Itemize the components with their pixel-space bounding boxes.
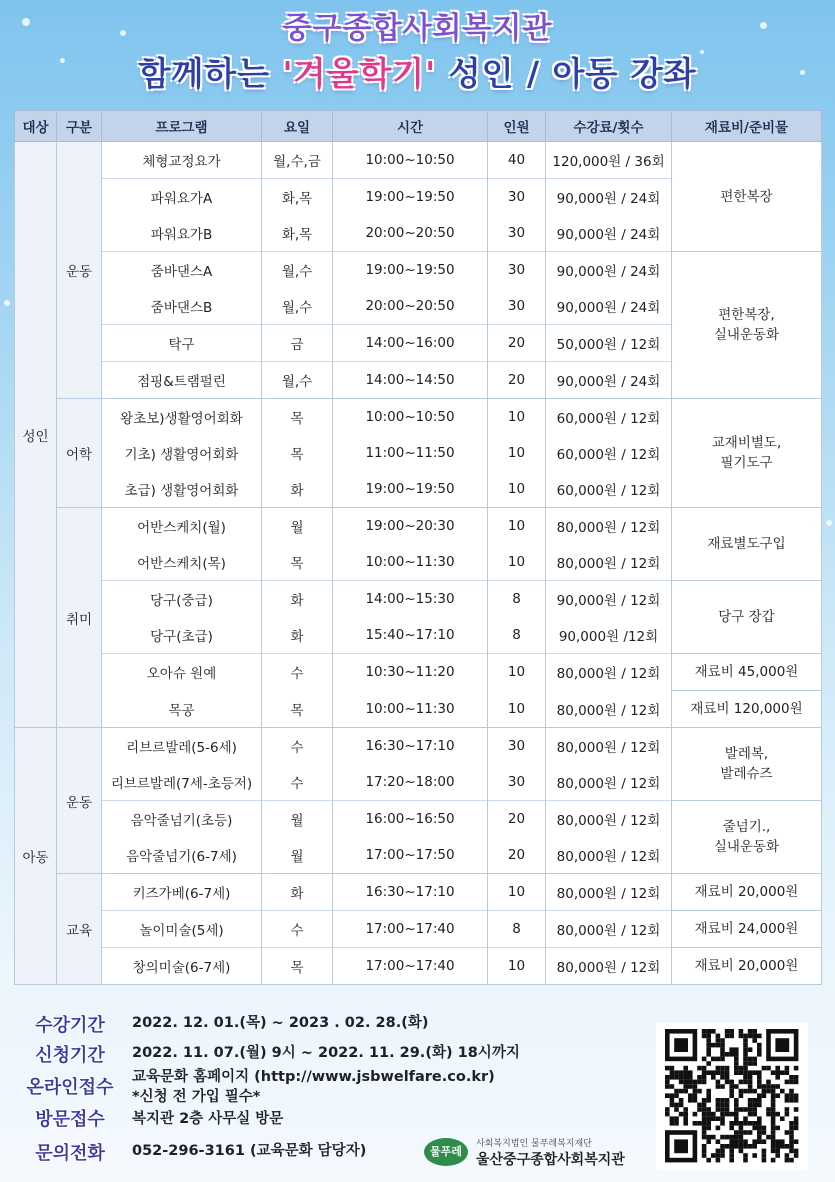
program-cell: 체형교정요가 [102, 142, 262, 179]
time-cell: 16:30~17:10 [333, 728, 488, 765]
header-target: 대상 [15, 111, 57, 142]
fee-cell: 80,000원 / 12회 [546, 837, 672, 874]
table-row [15, 911, 822, 948]
people-cell: 20 [488, 362, 546, 399]
program-cell: 점핑&트램펄린 [102, 362, 262, 399]
fee-cell: 80,000원 / 12회 [546, 948, 672, 985]
people-cell: 30 [488, 252, 546, 289]
materials-line: 필기도구 [720, 455, 773, 471]
logo-org-name: 울산중구종합사회복지관 [476, 1152, 625, 1168]
fee-cell: 90,000원 / 24회 [546, 215, 672, 252]
fee-cell: 90,000원 / 12회 [546, 581, 672, 618]
time-cell: 17:20~18:00 [333, 764, 488, 801]
materials-cell: 재료비 20,000원 [672, 874, 822, 911]
header-materials: 재료비/준비물 [672, 111, 822, 142]
fee-cell: 60,000원 / 12회 [546, 435, 672, 471]
fee-cell: 80,000원 / 12회 [546, 764, 672, 801]
fee-cell: 80,000원 / 12회 [546, 691, 672, 728]
program-cell: 창의미술(6-7세) [102, 948, 262, 985]
poster-title [0, 6, 835, 96]
day-cell: 화 [262, 581, 333, 618]
title-line-1: 중구종합사회복지관 [282, 11, 553, 46]
header-fee: 수강료/횟수 [546, 111, 672, 142]
materials-line: 교재비별도, [711, 435, 782, 451]
period-value: 2022. 12. 01.(목) ~ 2023 . 02. 28.(화) [132, 1015, 429, 1031]
day-cell: 월,수 [262, 362, 333, 399]
category-adult-language: 어학 [57, 399, 102, 508]
table-row [15, 801, 822, 838]
people-cell: 10 [488, 691, 546, 728]
people-cell: 20 [488, 325, 546, 362]
materials-cell [672, 399, 822, 508]
day-cell: 목 [262, 544, 333, 581]
time-cell: 10:00~11:30 [333, 691, 488, 728]
program-cell: 음악줄넘기(초등) [102, 801, 262, 838]
day-cell: 목 [262, 948, 333, 985]
program-cell: 줌바댄스B [102, 288, 262, 325]
day-cell: 금 [262, 325, 333, 362]
materials-cell: 재료비 120,000원 [672, 691, 822, 728]
apply-value: 2022. 11. 07.(월) 9시 ~ 2022. 11. 29.(화) 18시까지 [132, 1045, 520, 1061]
day-cell: 월,수,금 [262, 142, 333, 179]
materials-cell: 재료비 45,000원 [672, 654, 822, 691]
fee-cell: 80,000원 / 12회 [546, 508, 672, 545]
people-cell: 10 [488, 948, 546, 985]
time-cell: 20:00~20:50 [333, 288, 488, 325]
people-cell: 8 [488, 581, 546, 618]
fee-cell: 80,000원 / 12회 [546, 544, 672, 581]
logo-mark-icon: 물푸레 [424, 1138, 468, 1166]
materials-cell: 재료비 24,000원 [672, 911, 822, 948]
materials-cell: 재료비 20,000원 [672, 948, 822, 985]
visit-value: 복지관 2층 사무실 방문 [132, 1111, 284, 1127]
people-cell: 20 [488, 837, 546, 874]
people-cell: 30 [488, 179, 546, 216]
program-cell: 초급) 생활영어회화 [102, 471, 262, 508]
time-cell: 10:30~11:20 [333, 654, 488, 691]
category-adult-exercise: 운동 [57, 142, 102, 399]
course-schedule-table [14, 110, 822, 985]
day-cell: 화,목 [262, 215, 333, 252]
people-cell: 30 [488, 728, 546, 765]
title-highlight: '겨울학기' [282, 54, 437, 93]
fee-cell: 90,000원 /12회 [546, 617, 672, 654]
snowflake-decor [826, 520, 832, 526]
time-cell: 10:00~10:50 [333, 142, 488, 179]
people-cell: 10 [488, 654, 546, 691]
people-cell: 10 [488, 508, 546, 545]
time-cell: 19:00~19:50 [333, 179, 488, 216]
online-label: 온라인접수 [26, 1077, 114, 1098]
table-row [15, 691, 822, 728]
fee-cell: 80,000원 / 12회 [546, 801, 672, 838]
time-cell: 14:00~15:30 [333, 581, 488, 618]
day-cell: 월 [262, 837, 333, 874]
time-cell: 19:00~19:50 [333, 252, 488, 289]
online-note: *신청 전 가입 필수* [132, 1089, 261, 1105]
apply-label: 신청기간 [35, 1045, 105, 1066]
qr-code-icon [656, 1022, 808, 1170]
period-label: 수강기간 [35, 1015, 105, 1036]
fee-cell: 90,000원 / 24회 [546, 179, 672, 216]
day-cell: 목 [262, 399, 333, 436]
fee-cell: 60,000원 / 12회 [546, 399, 672, 436]
table-row [15, 142, 822, 179]
target-child: 아동 [15, 728, 57, 985]
time-cell: 19:00~20:30 [333, 508, 488, 545]
header-time: 시간 [333, 111, 488, 142]
table-row [15, 948, 822, 985]
online-value[interactable]: 교육문화 홈페이지 (http://www.jsbwelfare.co.kr) [132, 1069, 495, 1085]
day-cell: 수 [262, 728, 333, 765]
materials-cell: 당구 장갑 [672, 581, 822, 654]
time-cell: 17:00~17:40 [333, 911, 488, 948]
day-cell: 목 [262, 435, 333, 471]
program-cell: 놀이미술(5세) [102, 911, 262, 948]
time-cell: 16:30~17:10 [333, 874, 488, 911]
category-adult-hobby: 취미 [57, 508, 102, 728]
category-child-exercise: 운동 [57, 728, 102, 874]
fee-cell: 90,000원 / 24회 [546, 288, 672, 325]
time-cell: 17:00~17:40 [333, 948, 488, 985]
snowflake-decor [4, 300, 10, 306]
title-line-2 [0, 52, 835, 96]
people-cell: 40 [488, 142, 546, 179]
time-cell: 20:00~20:50 [333, 215, 488, 252]
fee-cell: 60,000원 / 12회 [546, 471, 672, 508]
logo-subtitle: 사회복지법인 물푸레복지재단 [476, 1139, 592, 1149]
program-cell: 줌바댄스A [102, 252, 262, 289]
program-cell: 리브르발레(5-6세) [102, 728, 262, 765]
program-cell: 음악줄넘기(6-7세) [102, 837, 262, 874]
time-cell: 14:00~16:00 [333, 325, 488, 362]
people-cell: 10 [488, 874, 546, 911]
program-cell: 당구(중급) [102, 581, 262, 618]
table-header-row [15, 111, 822, 142]
materials-cell [672, 728, 822, 801]
qr-code[interactable] [656, 1022, 808, 1170]
program-cell: 왕초보)생활영어회화 [102, 399, 262, 436]
title-line-2-post: 성인 / 아동 강좌 [436, 54, 697, 93]
day-cell: 수 [262, 764, 333, 801]
table-row [15, 728, 822, 765]
materials-cell: 편한복장 [672, 142, 822, 252]
time-cell: 19:00~19:50 [333, 471, 488, 508]
fee-cell: 80,000원 / 12회 [546, 911, 672, 948]
people-cell: 8 [488, 911, 546, 948]
day-cell: 월 [262, 508, 333, 545]
materials-cell [672, 252, 822, 399]
table-row [15, 581, 822, 618]
fee-cell: 120,000원 / 36회 [546, 142, 672, 179]
time-cell: 14:00~14:50 [333, 362, 488, 399]
people-cell: 30 [488, 764, 546, 801]
day-cell: 목 [262, 691, 333, 728]
materials-line: 줄넘기., [722, 819, 771, 835]
program-cell: 리브르발레(7세-초등저) [102, 764, 262, 801]
table-row [15, 654, 822, 691]
day-cell: 화 [262, 471, 333, 508]
materials-line: 실내운동화 [713, 327, 780, 343]
program-cell: 탁구 [102, 325, 262, 362]
materials-cell: 재료별도구입 [672, 508, 822, 581]
fee-cell: 80,000원 / 12회 [546, 654, 672, 691]
materials-line: 발레복, [724, 746, 769, 762]
time-cell: 17:00~17:50 [333, 837, 488, 874]
program-cell: 오아슈 원예 [102, 654, 262, 691]
day-cell: 월,수 [262, 252, 333, 289]
header-day: 요일 [262, 111, 333, 142]
program-cell: 어반스케치(월) [102, 508, 262, 545]
header-category: 구분 [57, 111, 102, 142]
program-cell: 파워요가A [102, 179, 262, 216]
time-cell: 10:00~11:30 [333, 544, 488, 581]
organization-logo [424, 1136, 684, 1170]
time-cell: 10:00~10:50 [333, 399, 488, 436]
title-line-2-pre: 함께하는 [138, 54, 283, 93]
materials-line: 발레슈즈 [720, 766, 773, 782]
day-cell: 수 [262, 654, 333, 691]
people-cell: 30 [488, 215, 546, 252]
day-cell: 월 [262, 801, 333, 838]
phone-label: 문의전화 [35, 1143, 105, 1164]
fee-cell: 80,000원 / 12회 [546, 874, 672, 911]
time-cell: 16:00~16:50 [333, 801, 488, 838]
fee-cell: 90,000원 / 24회 [546, 252, 672, 289]
phone-value[interactable]: 052-296-3161 (교육문화 담당자) [132, 1143, 367, 1159]
table-row [15, 874, 822, 911]
table-row [15, 252, 822, 289]
people-cell: 10 [488, 399, 546, 436]
table-row [15, 508, 822, 545]
program-cell: 목공 [102, 691, 262, 728]
people-cell: 10 [488, 544, 546, 581]
time-cell: 15:40~17:10 [333, 617, 488, 654]
people-cell: 10 [488, 435, 546, 471]
materials-cell [672, 801, 822, 874]
program-cell: 기초) 생활영어회화 [102, 435, 262, 471]
target-adult: 성인 [15, 142, 57, 728]
header-people: 인원 [488, 111, 546, 142]
program-cell: 어반스케치(목) [102, 544, 262, 581]
fee-cell: 90,000원 / 24회 [546, 362, 672, 399]
time-cell: 11:00~11:50 [333, 435, 488, 471]
day-cell: 화 [262, 874, 333, 911]
program-cell: 키즈가베(6-7세) [102, 874, 262, 911]
fee-cell: 80,000원 / 12회 [546, 728, 672, 765]
header-program: 프로그램 [102, 111, 262, 142]
day-cell: 수 [262, 911, 333, 948]
materials-line: 편한복장, [718, 307, 775, 323]
program-cell: 당구(초급) [102, 617, 262, 654]
program-cell: 파워요가B [102, 215, 262, 252]
people-cell: 10 [488, 471, 546, 508]
category-child-education: 교육 [57, 874, 102, 985]
visit-label: 방문접수 [35, 1109, 105, 1130]
people-cell: 20 [488, 801, 546, 838]
table-row [15, 399, 822, 436]
day-cell: 화 [262, 617, 333, 654]
people-cell: 30 [488, 288, 546, 325]
people-cell: 8 [488, 617, 546, 654]
day-cell: 화,목 [262, 179, 333, 216]
day-cell: 월,수 [262, 288, 333, 325]
fee-cell: 50,000원 / 12회 [546, 325, 672, 362]
materials-line: 실내운동화 [713, 839, 780, 855]
